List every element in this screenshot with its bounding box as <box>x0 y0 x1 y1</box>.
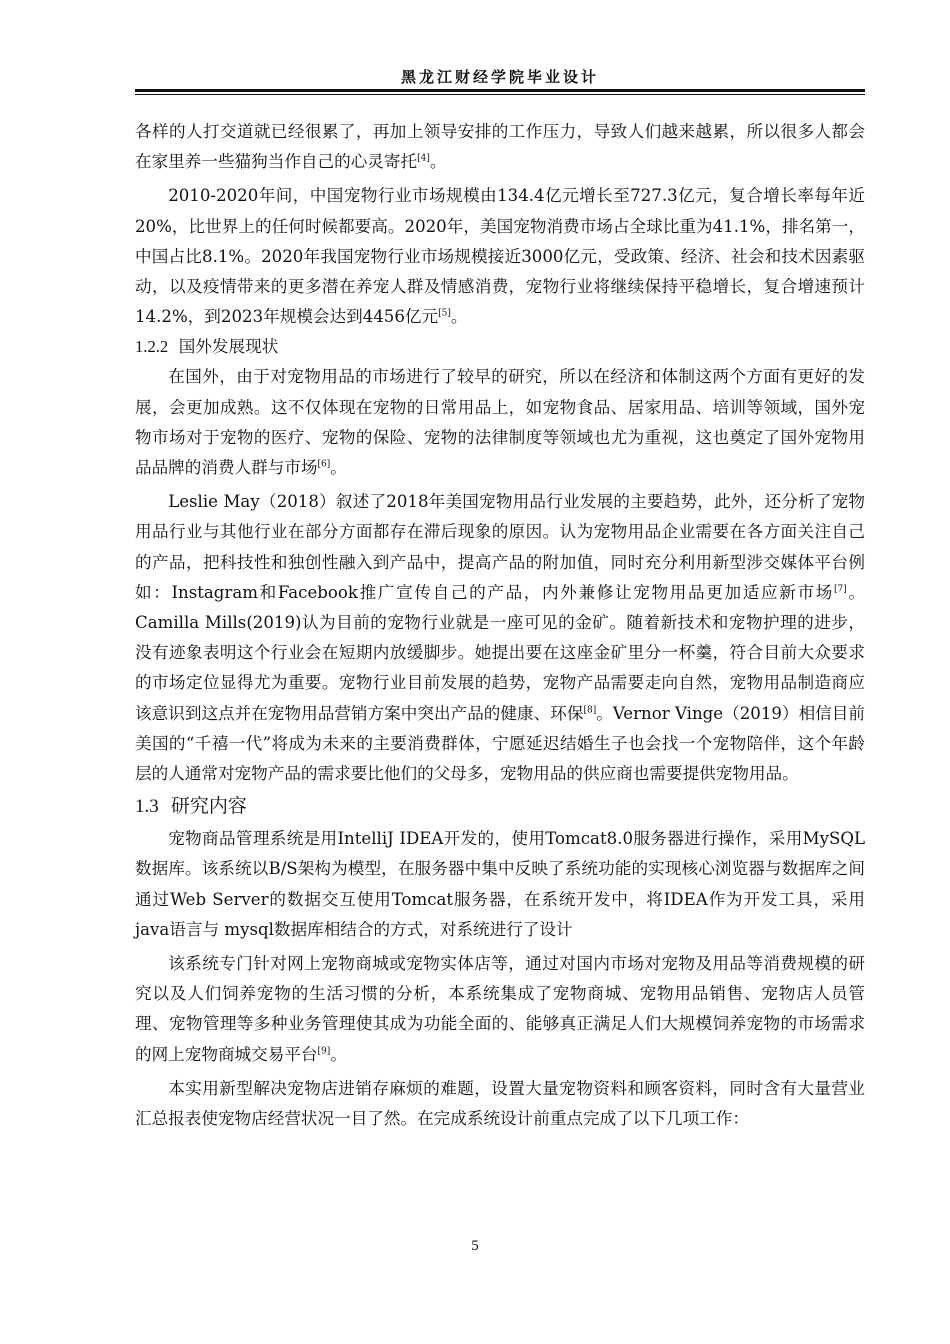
citation-7: [7] <box>834 584 847 595</box>
section-title: 国外发展现状 <box>178 337 279 357</box>
citation-9: [9] <box>317 1046 331 1057</box>
section-heading-1-2-2 <box>135 332 865 362</box>
paragraph-5 <box>135 824 865 945</box>
paragraph-2-text: 2010-2020年间，中国宠物行业市场规模由134.4亿元增长至727.3亿元，复合增长率每年近20%，比世界上的任何时候都要高。2020年，美国宠物消费市场占全球比重为41.1%，排名第一，中国占比8.1%。2020年我国宠物行业市场规模接近3000亿元，受政策、经济、社会和技术因素驱动，以及疫情带来的更多潜在养宠人群及情感消费，宠物行业将继续保持平稳增长，复合增速预计14.2%，到2023年规模会达到4456亿元 <box>135 186 865 327</box>
paragraph-1-tail: 。 <box>429 152 447 172</box>
citation-4: [4] <box>417 153 430 164</box>
paragraph-1-text: 各样的人打交道就已经很累了，再加上领导安排的工作压力，导致人们越来越累，所以很多人都会在家里养一些猫狗当作自己的心灵寄托 <box>135 122 865 172</box>
running-header: 黑龙江财经学院毕业设计 <box>400 68 599 86</box>
paragraph-4 <box>135 487 865 789</box>
header-rule-thin <box>135 94 865 95</box>
paragraph-2 <box>135 181 865 332</box>
paragraph-2-tail: 。 <box>450 307 468 327</box>
paragraph-6-text: 该系统专门针对网上宠物商城或宠物实体店等，通过对国内市场对宠物及用品等消费规模的研究以及人们饲养宠物的生活习惯的分析，本系统集成了宠物商城、宠物用品销售、宠物店人员管理、宠物管理等多种业务管理使其成为功能全面的、能够真正满足人们大规模饲养宠物的市场需求的网上宠物商城交易平台 <box>135 954 865 1064</box>
paragraph-4-text2: 。Camilla Mills(2019)认为目前的宠物行业就是一座可见的金矿。随着新技术和宠物护理的进步，没有迹象表明这个行业会在短期内放缓脚步。她提出要在这座金矿里分一杯羹，符合目前大众要求的市场定位显得尤为重要。宠物行业目前发展的趋势，宠物产品需要走向自然，宠物用品制造商应该意识到这点并在宠物用品营销方案中突出产品的健康、环保 <box>135 582 865 723</box>
paragraph-7-text: 本实用新型解决宠物店进销存麻烦的难题，设置大量宠物资料和顾客资料，同时含有大量营业汇总报表使宠物店经营状况一目了然。在完成系统设计前重点完成了以下几项工作： <box>135 1078 865 1129</box>
section-title: 研究内容 <box>170 795 247 818</box>
paragraph-3-text: 在国外，由于对宠物用品的市场进行了较早的研究，所以在经济和体制这两个方面有更好的发展，会更加成熟。这不仅体现在宠物的日常用品上，如宠物食品、居家用品、培训等领域，国外宠物市场对于宠物的医疗、宠物的保险、宠物的法律制度等领域也尤为重视，这也奠定了国外宠物用品品牌的消费人群与市场 <box>135 367 865 478</box>
section-number: 1.2.2 <box>135 337 169 357</box>
section-heading-1-3 <box>135 789 865 824</box>
paragraph-7 <box>135 1074 865 1134</box>
paragraph-1 <box>135 117 865 177</box>
header-rule-thick <box>135 89 865 92</box>
page-number: 5 <box>471 1238 479 1254</box>
paragraph-4-text: Leslie May（2018）叙述了2018年美国宠物用品行业发展的主要趋势，此外，还分析了宠物用品行业与其他行业在部分方面都存在滞后现象的原因。认为宠物用品企业需要在各方面关注自己的产品，把科技性和独创性融入到产品中，提高产品的附加值，同时充分利用新型涉交媒体平台例如：Instagram和Facebook推广宣传自己的产品，内外兼修让宠物用品更加适应新市场 <box>135 492 865 602</box>
paragraph-4-tail: 。Vernor Vinge（2019）相信目前美国的“千禧一代”将成为未来的主要消费群体，宁愿延迟结婚生子也会找一个宠物陪伴，这个年龄层的人通常对宠物产品的需求要比他们的父母多，宠物用品的供应商也需要提供宠物用品。 <box>135 703 865 784</box>
citation-6: [6] <box>317 459 331 470</box>
paragraph-5-text: 宠物商品管理系统是用IntelliJ IDEA开发的，使用Tomcat8.0服务器进行操作，采用MySQL数据库。该系统以B/S架构为模型，在服务器中集中反映了系统功能的实现核心浏览器与数据库之间通过Web Server的数据交互使用Tomcat服务器，在系统开发中，将IDEA作为开发工具，采用 java语言与 mysql数据库相结合的方式，对系统进行了设计 <box>135 829 865 939</box>
citation-8: [8] <box>583 705 597 716</box>
paragraph-3 <box>135 362 865 483</box>
paragraph-3-tail: 。 <box>330 458 347 478</box>
body-text <box>135 117 865 1134</box>
section-number: 1.3 <box>135 796 159 818</box>
paragraph-6-tail: 。 <box>330 1044 347 1064</box>
paragraph-6 <box>135 949 865 1070</box>
citation-5: [5] <box>438 308 451 319</box>
